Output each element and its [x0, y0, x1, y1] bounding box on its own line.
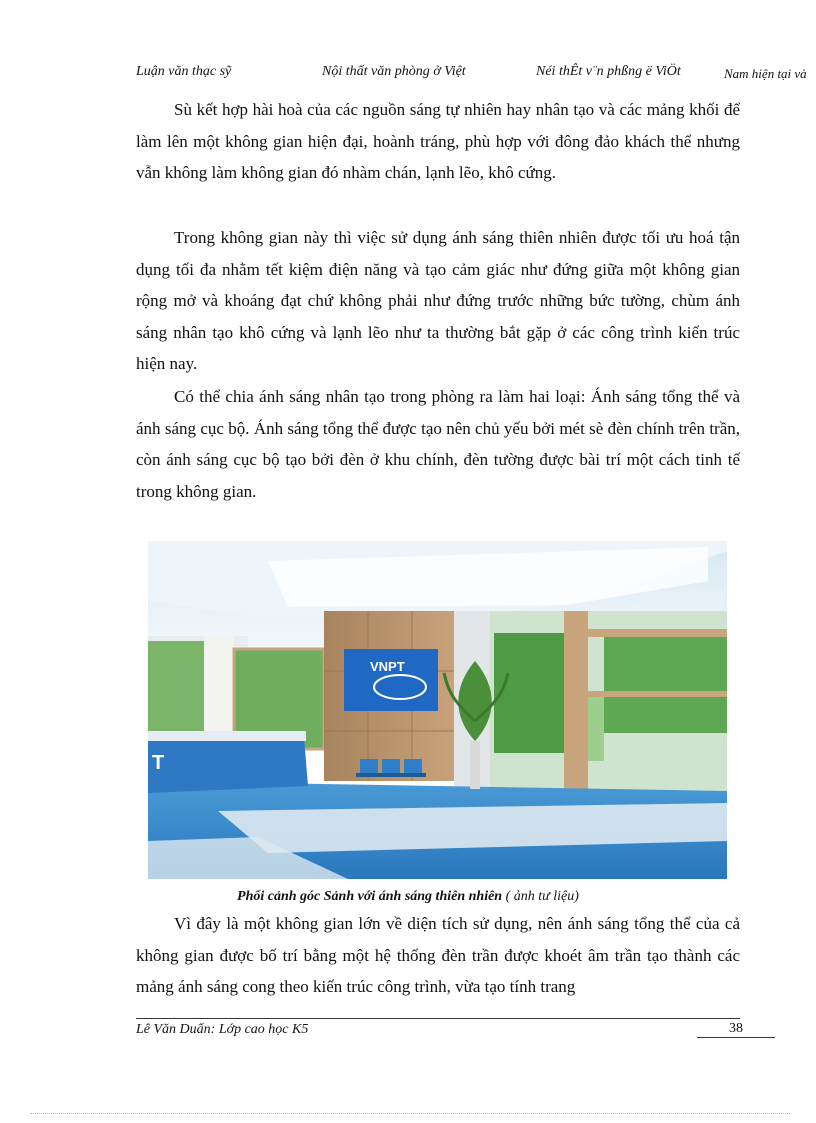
vnpt-sign-text: VNPT — [370, 659, 405, 674]
lobby-illustration — [148, 541, 727, 879]
footer-rule — [136, 1018, 740, 1019]
paragraph-4: Vì đây là một không gian lớn về diện tích sử dụng, nên ánh sáng tổng thể của cả không gian được bố trí bằng một hệ thống đèn trần được khoét âm trần tạo thành các mảng ánh sáng cong theo kiến trúc công trình, vừa tạo tính trang — [136, 914, 740, 996]
header-topic-garbled: Néi thÊt v¨n phßng ë ViÖt — [536, 64, 681, 79]
paragraph-1: Sù kết hợp hài hoà của các nguồn sáng tự nhiên hay nhân tạo và các mảng khối để làm lên một không gian hiện đại, hoành tráng, phù hợp với đông đảo khách thể nhưng vẫn không làm không gian đó nhàm chán, lạnh lẽo, khô cứng. — [136, 100, 740, 182]
figure-caption-title: Phối cảnh góc Sảnh với ánh sáng thiên nhiên — [237, 889, 503, 904]
header-topic-end: Nam hiện tại và — [724, 66, 807, 81]
lobby-photo — [148, 541, 727, 879]
header-thesis: Luận văn thạc sỹ — [136, 64, 232, 79]
running-header — [136, 64, 816, 86]
footer-author: Lê Văn Duẩn: Lớp cao học K5 — [136, 1022, 309, 1037]
page-bottom-dotted-line — [30, 1113, 790, 1114]
header-topic: Nội thất văn phòng ở Việt — [322, 64, 466, 79]
figure-caption — [0, 889, 816, 905]
page-number: 38 — [697, 1021, 775, 1038]
paragraph-3: Có thể chia ánh sáng nhân tạo trong phòng ra làm hai loại: Ánh sáng tổng thể và ánh sáng cục bộ. Ánh sáng tổng thể được tạo nên chủ yếu bởi mét sè đèn chính trên trần, còn ánh sáng cục bộ tạo bởi đèn ở khu chính, đèn tường được bài trí một cách tinh tế trong không gian. — [136, 387, 740, 501]
desk-letter: T — [152, 752, 165, 774]
figure-caption-note: ( ảnh tư liệu) — [505, 889, 579, 904]
paragraph-2: Trong không gian này thì việc sử dụng ánh sáng thiên nhiên được tối ưu hoá tận dụng tối đa nhằm tết kiệm điện năng và tạo cảm giác như đứng giữa một không gian rộng mở và khoáng đạt chứ không phải như đứng trước những bức tường, chùm ánh sáng nhân tạo khô cứng và lạnh lẽo như ta thường bắt gặp ở các công trình kiến trúc hiện nay. — [136, 228, 740, 373]
